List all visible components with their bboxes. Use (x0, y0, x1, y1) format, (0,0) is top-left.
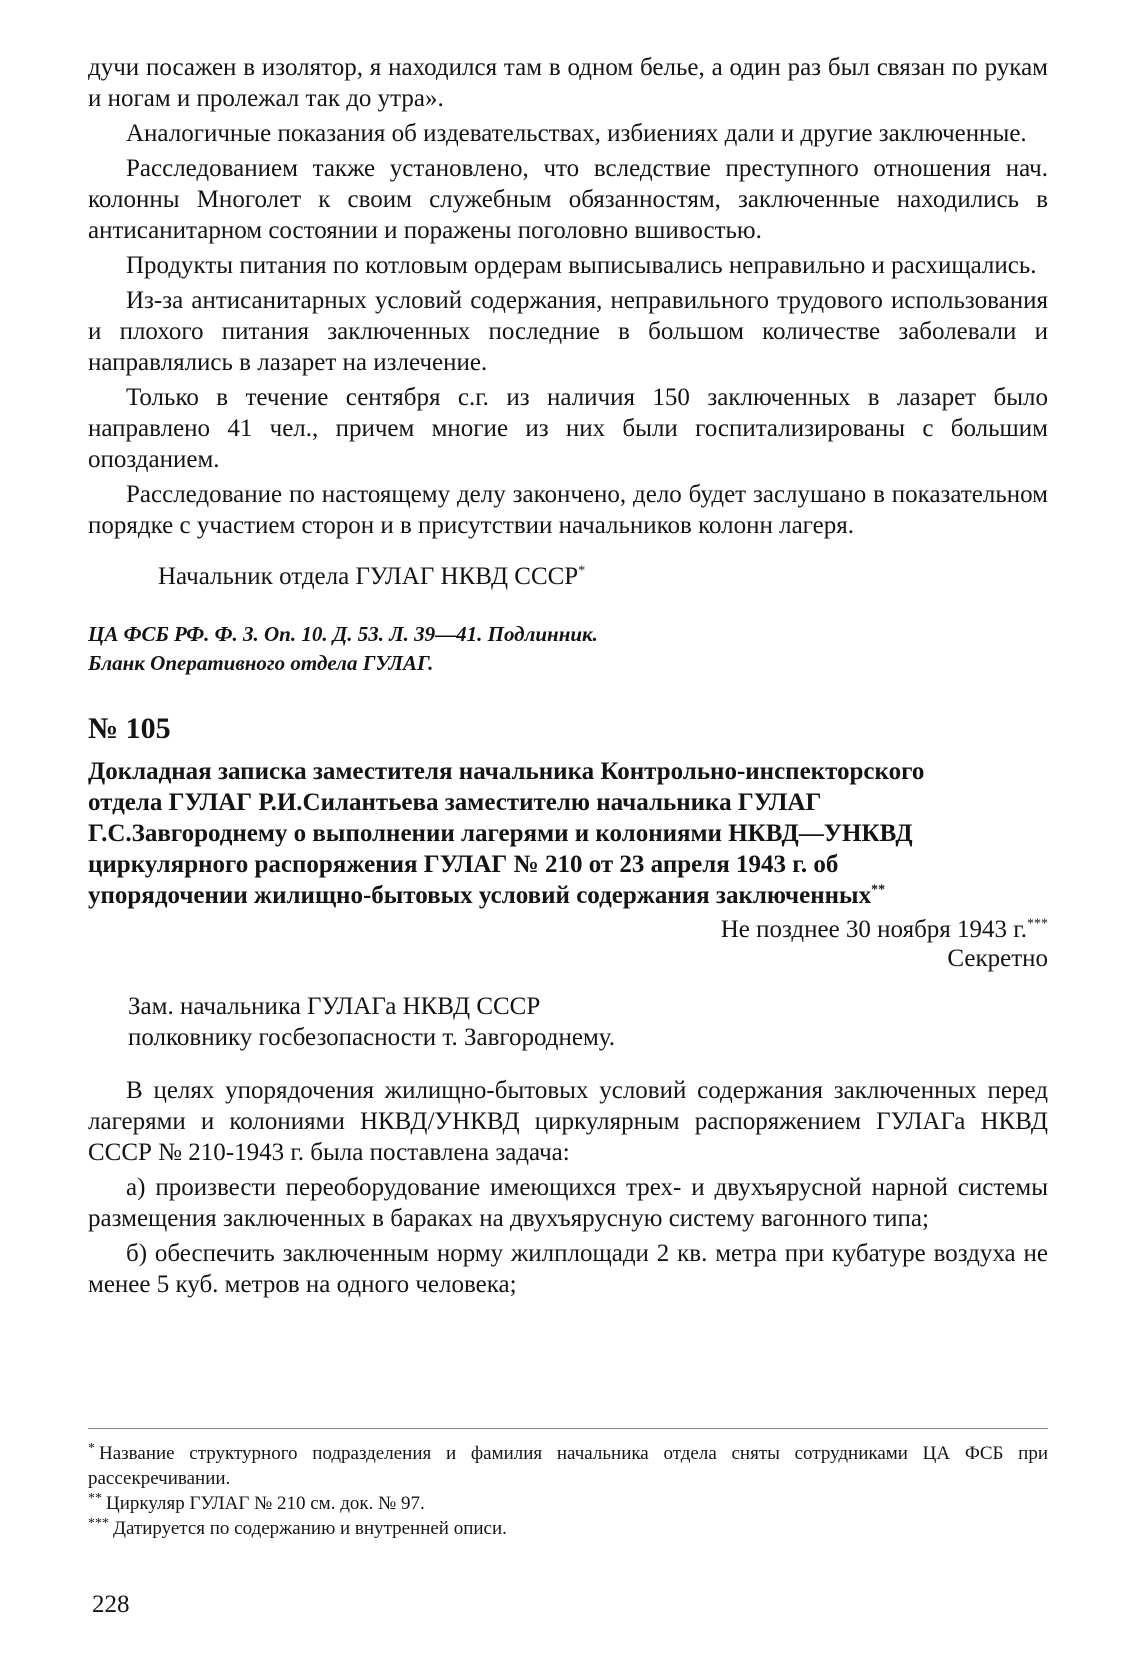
signature-block (88, 561, 1048, 592)
source-line: Бланк Оперативного отдела ГУЛАГ. (88, 651, 434, 675)
footnote-marker: ** (871, 882, 886, 898)
body-paragraph: а) произвести переоборудование имеющихся трех- и двухъярусной нарной системы размещения заключенных в бараках на двухъярусную систему вагонного типа; (88, 1174, 1048, 1232)
document-body (88, 1075, 1048, 1300)
footnote (88, 1516, 1048, 1541)
footnote-mark: ** (88, 1490, 102, 1506)
signature-text: Начальник отдела ГУЛАГ НКВД СССР (158, 563, 579, 590)
addressee-line: полковнику госбезопасности т. Завгороднему. (128, 1024, 616, 1051)
document-title-text: Докладная записка заместителя начальника Контрольно-инспекторского отдела ГУЛАГ Р.И.Силантьева заместителю начальника ГУЛАГ Г.С.Завгороднему о выполнении лагерями и колониями НКВД—УНКВД циркулярного распоряжения ГУЛАГ № 210 от 23 апреля 1943 г. об упорядочении жилищно-бытовых условий содержания заключенных (88, 758, 925, 909)
classification-label: Секретно (947, 945, 1048, 972)
footnotes (88, 1428, 1048, 1541)
document-number: № 105 (88, 712, 171, 745)
body-paragraph: В целях упорядочения жилищно-бытовых условий содержания заключенных перед лагерями и колониями НКВД/УНКВД циркулярным распоряжением ГУЛАГа НКВД СССР № 210-1943 г. была поставлена задача: (88, 1077, 1048, 1166)
footnote-divider (88, 1428, 1048, 1429)
addressee-line: Зам. начальника ГУЛАГа НКВД СССР (128, 993, 541, 1020)
continuation-paragraph: Только в течение сентября с.г. из наличия 150 заключенных в лазарет было направлено 41 чел., причем многие из них были госпитализированы с большим опозданием. (88, 384, 1048, 473)
footnote-mark: * (88, 1440, 95, 1456)
footnote (88, 1441, 1048, 1491)
continuation-paragraph: Аналогичные показания об издевательствах, избиениях дали и другие заключенные. (126, 120, 1027, 147)
source-line: ЦА ФСБ РФ. Ф. 3. Оп. 10. Д. 53. Л. 39—41. Подлинник. (88, 622, 598, 646)
page-content (88, 52, 1048, 1300)
document-title (88, 756, 948, 911)
footnote (88, 1491, 1048, 1516)
footnote-mark: *** (88, 1515, 109, 1531)
footnote-marker: * (578, 563, 586, 579)
page-number: 228 (92, 1591, 130, 1618)
footnote-text: Циркуляр ГУЛАГ № 210 см. док. № 97. (106, 1493, 425, 1514)
continuation-paragraph: Из-за антисанитарных условий содержания, неправильного трудового использования и плохого питания заключенных последние в большом количестве заболевали и направлялись в лазарет на излечение. (88, 287, 1048, 376)
footnote-text: Датируется по содержанию и внутренней описи. (113, 1518, 507, 1539)
continuation-paragraph: Расследование по настоящему делу закончено, дело будет заслушано в показательном порядке с участием сторон и в присутствии начальников колонн лагеря. (88, 481, 1048, 539)
continuation-paragraph: дучи посажен в изолятор, я находился там в одном белье, а один раз был связан по рукам и ногам и пролежал так до утра». (88, 54, 1048, 112)
footnote-marker: *** (1027, 916, 1048, 932)
document-date-text: Не позднее 30 ноября 1943 г. (720, 916, 1027, 943)
body-paragraph: б) обеспечить заключенным норму жилплощади 2 кв. метра при кубатуре воздуха не менее 5 куб. метров на одного человека; (88, 1240, 1048, 1298)
addressee-block (88, 991, 1048, 1053)
document-date (88, 915, 1048, 944)
continuation-paragraph: Продукты питания по котловым ордерам выписывались неправильно и расхищались. (126, 252, 1037, 279)
footnote-text: Название структурного подразделения и фамилия начальника отдела сняты сотрудниками ЦА ФСБ при рассекречивании. (88, 1443, 1048, 1489)
continuation-paragraph: Расследованием также установлено, что вследствие преступного отношения нач. колонны Многолет к своим служебным обязанностям, заключенные находились в антисанитарном состоянии и поражены поголовно вшивостью. (88, 155, 1048, 244)
archival-source (88, 620, 1048, 678)
